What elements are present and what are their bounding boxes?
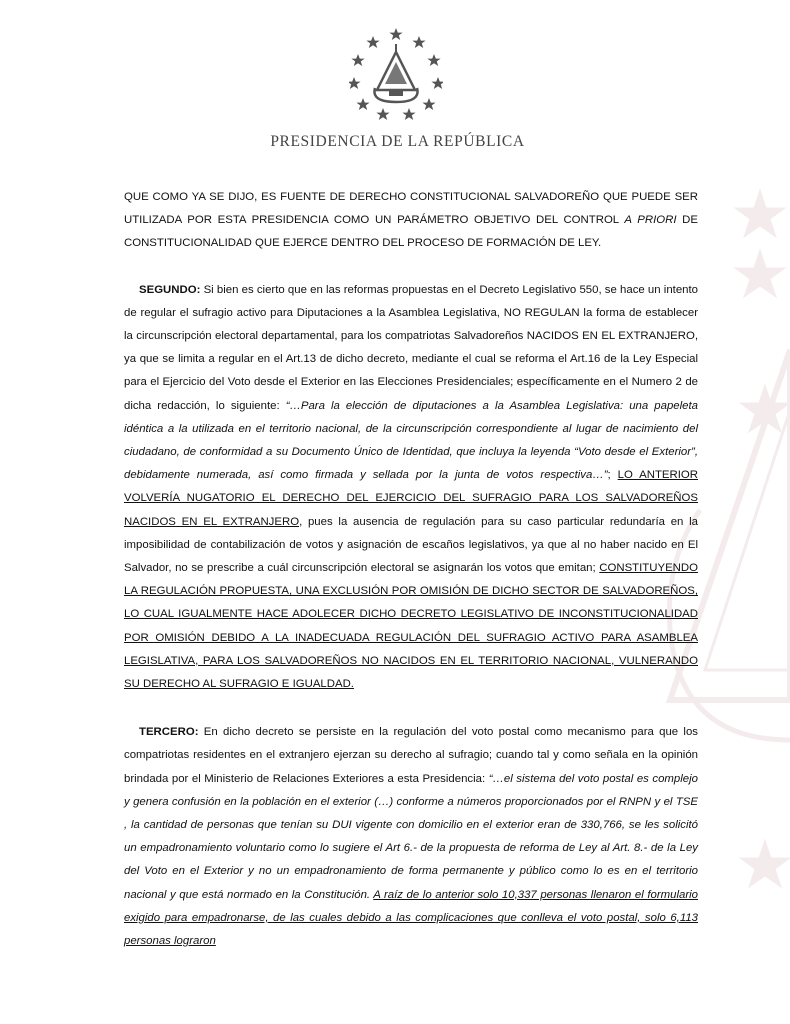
tercero-quote: “…el sistema del voto postal es complejo y genera confusión en la población en el exterior (…) conforme a números proporcionados por el RNPN y el TSE , la cantidad de personas que tenían su DUI vigente con domicilio en el exterior eran de 330,766, se les solicitó un empadronamiento voluntario como lo sugiere el Art 6.- de la propuesta de reforma de Ley al Art. 8.- de la Ley del Voto en el Exterior y no un empadronamiento de forma permanente y público como lo es en el territorio nacional y que está normado en la Constitución. [124,772,698,901]
segundo-quote: “…Para la elección de diputaciones a la Asamblea Legislativa: una papeleta idéntica a la utilizada en el territorio nacional, de la circunscripción correspondiente al lugar de nacimiento del ciudadano, de conformidad a su Documento Único de Identidad, que incluya la leyenda “Voto desde el Exterior”, debidamente numerada, así como firmada y sellada por la junta de votos respectiva…” [124,399,698,482]
paragraph-continuation: QUE COMO YA SE DIJO, ES FUENTE DE DERECHO CONSTITUCIONAL SALVADOREÑO QUE PUEDE SER UTILIZADA POR ESTA PRESIDENCIA COMO UN PARÁMETRO OBJETIVO DEL CONTROL A PRIORI DE CONSTITUCIONALIDAD QUE EJERCE DENTRO DEL PROCESO DE FORMACIÓN DE LEY. [124,191,698,250]
coat-of-arms-icon [349,28,443,122]
watermark-star-icon [740,840,790,887]
letterhead [0,0,790,170]
tercero-label: TERCERO: [139,726,199,739]
watermark-triangle-inner [705,410,790,670]
segundo-underlined-1: LO ANTERIOR VOLVERÍA NUGATORIO EL DERECHO DEL EJERCICIO DEL SUFRAGIO PARA LOS SALVADOREÑOS NACIDOS EN EL EXTRANJERO [124,469,699,528]
a-priori-term: A PRIORI [624,214,677,227]
watermark-star-icon [735,250,785,297]
paragraph-segundo: SEGUNDO: Si bien es cierto que en las reformas propuestas en el Decreto Legislativo 550, se hace un intento de regular el sufragio activo para Diputaciones a la Asamblea Legislativa, NO REGULAN la forma de establecer la circunscripción electoral departamental, para los compatriotas Salvadoreños NACIDOS EN EL EXTRANJERO, ya que se limita a regular en el Art.13 de dicho decreto, mediante el cual se reforma el Art.16 de la Ley Especial para el Ejercicio del Voto desde el Exterior en las Elecciones Presidenciales; específicamente en el Numero 2 de dicha redacción, lo siguiente: “…Para la elección de diputaciones a la Asamblea Legislativa: una papeleta idéntica a la utilizada en el territorio nacional, de la circunscripción correspondiente al lugar de nacimiento del ciudadano, de conformidad a su Documento Único de Identidad, que incluya la leyenda “Voto desde el Exterior”, debidamente numerada, así como firmada y sellada por la junta de votos respectiva…”; LO ANTERIOR VOLVERÍA NUGATORIO EL DERECHO DEL EJERCICIO DEL SUFRAGIO PARA LOS SALVADOREÑOS NACIDOS EN EL EXTRANJERO, pues la ausencia de regulación para su caso particular redundaría en la imposibilidad de contabilización de votos y asignación de escaños legislativos, ya que al no haber nacido en El Salvador, no se prescribe a cuál circunscripción electoral se asignarán los votos que emitan; CONSTITUYENDO LA REGULACIÓN PROPUESTA, UNA EXCLUSIÓN POR OMISIÓN DE DICHO SECTOR DE SALVADOREÑOS, LO CUAL IGUALMENTE HACE ADOLECER DICHO DECRETO LEGISLATIVO DE INCONSTITUCIONALIDAD POR OMISIÓN DEBIDO A LA INADECUADA REGULACIÓN DEL SUFRAGIO ACTIVO PARA ASAMBLEA LEGISLATIVA, PARA LOS SALVADOREÑOS NO NACIDOS EN EL TERRITORIO NACIONAL, VULNERANDO SU DERECHO AL SUFRAGIO E IGUALDAD. [124,283,699,691]
tercero-quote-underlined: A raíz de lo anterior solo 10,337 personas llenaron el formulario exigido para empadronarse, de las cuales debido a las complicaciones que conlleva el voto postal, solo 6,113 personas lograron [124,888,698,948]
segundo-label: SEGUNDO: [139,283,201,296]
watermark-star-icon [735,190,785,237]
document-body [124,186,698,953]
paragraph-tercero: TERCERO: En dicho decreto se persiste en la regulación del voto postal como mecanismo para que los compatriotas residentes en el extranjero ejerzan su derecho al sufragio; cuando tal y como señala en la opinión brindada por el Ministerio de Relaciones Exteriores a esta Presidencia: “…el sistema del voto postal es complejo y genera confusión en la población en el exterior (…) conforme a números proporcionados por el RNPN y el TSE , la cantidad de personas que tenían su DUI vigente con domicilio en el exterior eran de 330,766, se les solicitó un empadronamiento voluntario como lo sugiere el Art 6.- de la propuesta de reforma de Ley al Art. 8.- de la Ley del Voto en el Exterior y no un empadronamiento de forma permanente y público como lo es en el territorio nacional y que está normado en la Constitución. A raíz de lo anterior solo 10,337 personas llenaron el formulario exigido para empadronarse, de las cuales debido a las complicaciones que conlleva el voto postal, solo 6,113 personas lograron [124,726,698,948]
letterhead-title: PRESIDENCIA DE LA REPÚBLICA [270,133,525,150]
segundo-underlined-2: CONSTITUYENDO LA REGULACIÓN PROPUESTA, UNA EXCLUSIÓN POR OMISIÓN DE DICHO SECTOR DE SALVADOREÑOS, LO CUAL IGUALMENTE HACE ADOLECER DICHO DECRETO LEGISLATIVO DE INCONSTITUCIONALIDAD POR OMISIÓN DEBIDO A LA INADECUADA REGULACIÓN DEL SUFRAGIO ACTIVO PARA ASAMBLEA LEGISLATIVA, PARA LOS SALVADOREÑOS NO NACIDOS EN EL TERRITORIO NACIONAL, VULNERANDO SU DERECHO AL SUFRAGIO E IGUALDAD. [124,562,698,691]
